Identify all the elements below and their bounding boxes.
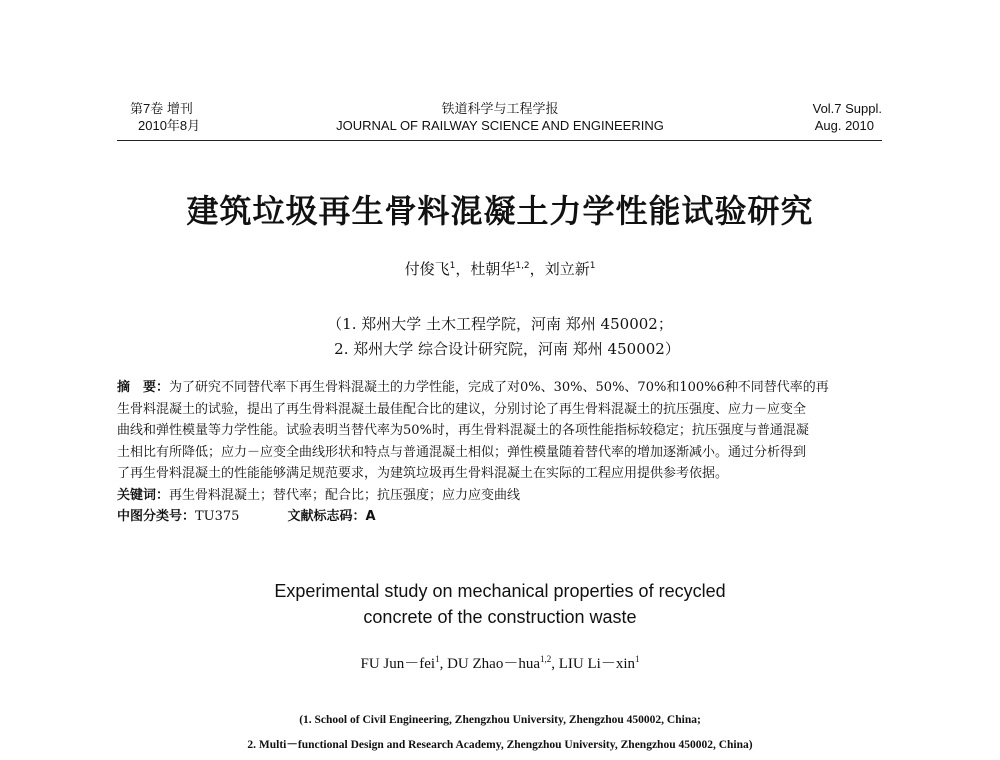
affiliation: 2. 郑州大学 综合设计研究院，河南 郑州 450002） [334,340,680,358]
journal-name-en: JOURNAL OF RAILWAY SCIENCE AND ENGINEERING [336,118,664,133]
abstract-line: 土相比有所降低；应力－应变全曲线形状和特点与普通混凝土相似；弹性模量随着替代率的增加逐渐减小。通过分析得到 [117,444,807,460]
english-title [0,578,1000,630]
author: DU Zhao－hua$^{1,2}$ [447,654,552,672]
keywords-label: 关键词： [117,487,170,503]
author: 刘立新$^1$ [544,260,596,278]
affiliations [0,312,1000,362]
abstract-line: 生骨料混凝土的试验，提出了再生骨料混凝土最佳配合比的建议，分别讨论了再生骨料混凝土的抗压强度、应力－应变全 [117,401,807,417]
doc-code-value: A [365,509,376,524]
keywords-value: 再生骨料混凝土；替代率；配合比；抗压强度；应力应变曲线 [169,487,521,503]
english-title-line: concrete of the construction waste [363,607,637,627]
volume-cn: 第7卷 增刊 [130,101,193,116]
date-cn: 2010年8月 [138,118,201,133]
affiliation: (1. School of Civil Engineering, Zhengzhou University, Zhengzhou 450002, China; [299,714,701,726]
english-title-line: Experimental study on mechanical properties of recycled [274,581,726,601]
author: 付俊飞$^1$ [404,260,456,278]
author: FU Jun－fei$^1$ [360,654,440,672]
volume-info-en [813,100,882,134]
abstract-line: 为了研究不同替代率下再生骨料混凝土的力学性能，完成了对0%、30%、50%、70%和100%6种不同替代率的再 [169,380,829,395]
date-en: Aug. 2010 [814,118,874,133]
affiliation: （1. 郑州大学 土木工程学院，河南 郑州 450002； [327,315,673,333]
journal-name-cn: 铁道科学与工程学报 [441,101,559,116]
author: 杜朝华$^{1,2}$ [470,260,530,278]
keywords [117,485,897,507]
paper-title: 建筑垃圾再生骨料混凝土力学性能试验研究 [186,192,814,230]
doc-code-label: 文献标志码： [287,509,366,524]
english-authors: FU Jun－fei$^1$, DU Zhao－hua$^{1,2}$, LIU Li－xin$^1$ [360,654,640,672]
abstract-label: 摘 要： [117,380,170,395]
clc-label: 中图分类号： [117,509,196,524]
classification [117,506,897,528]
header-rule [117,140,882,141]
affiliation: 2. Multi－functional Design and Research Academy, Zhengzhou University, Zhengzhou 450002, China) [247,739,753,751]
abstract-line: 曲线和弹性模量等力学性能。试验表明当替代率为50%时，再生骨料混凝土的各项性能指标较稳定；抗压强度与普通混凝 [117,423,809,438]
author: LIU Li－xin$^1$ [558,654,640,672]
english-affiliations [0,708,1000,758]
volume-en: Vol.7 Suppl. [812,101,882,116]
abstract-line: 了再生骨料混凝土的性能能够满足规范要求，为建筑垃圾再生骨料混凝土在实际的工程应用提供参考依据。 [117,466,729,481]
authors: 付俊飞$^1$，杜朝华$^{1,2}$，刘立新$^1$ [404,260,596,278]
clc-value: TU375 [195,509,240,524]
